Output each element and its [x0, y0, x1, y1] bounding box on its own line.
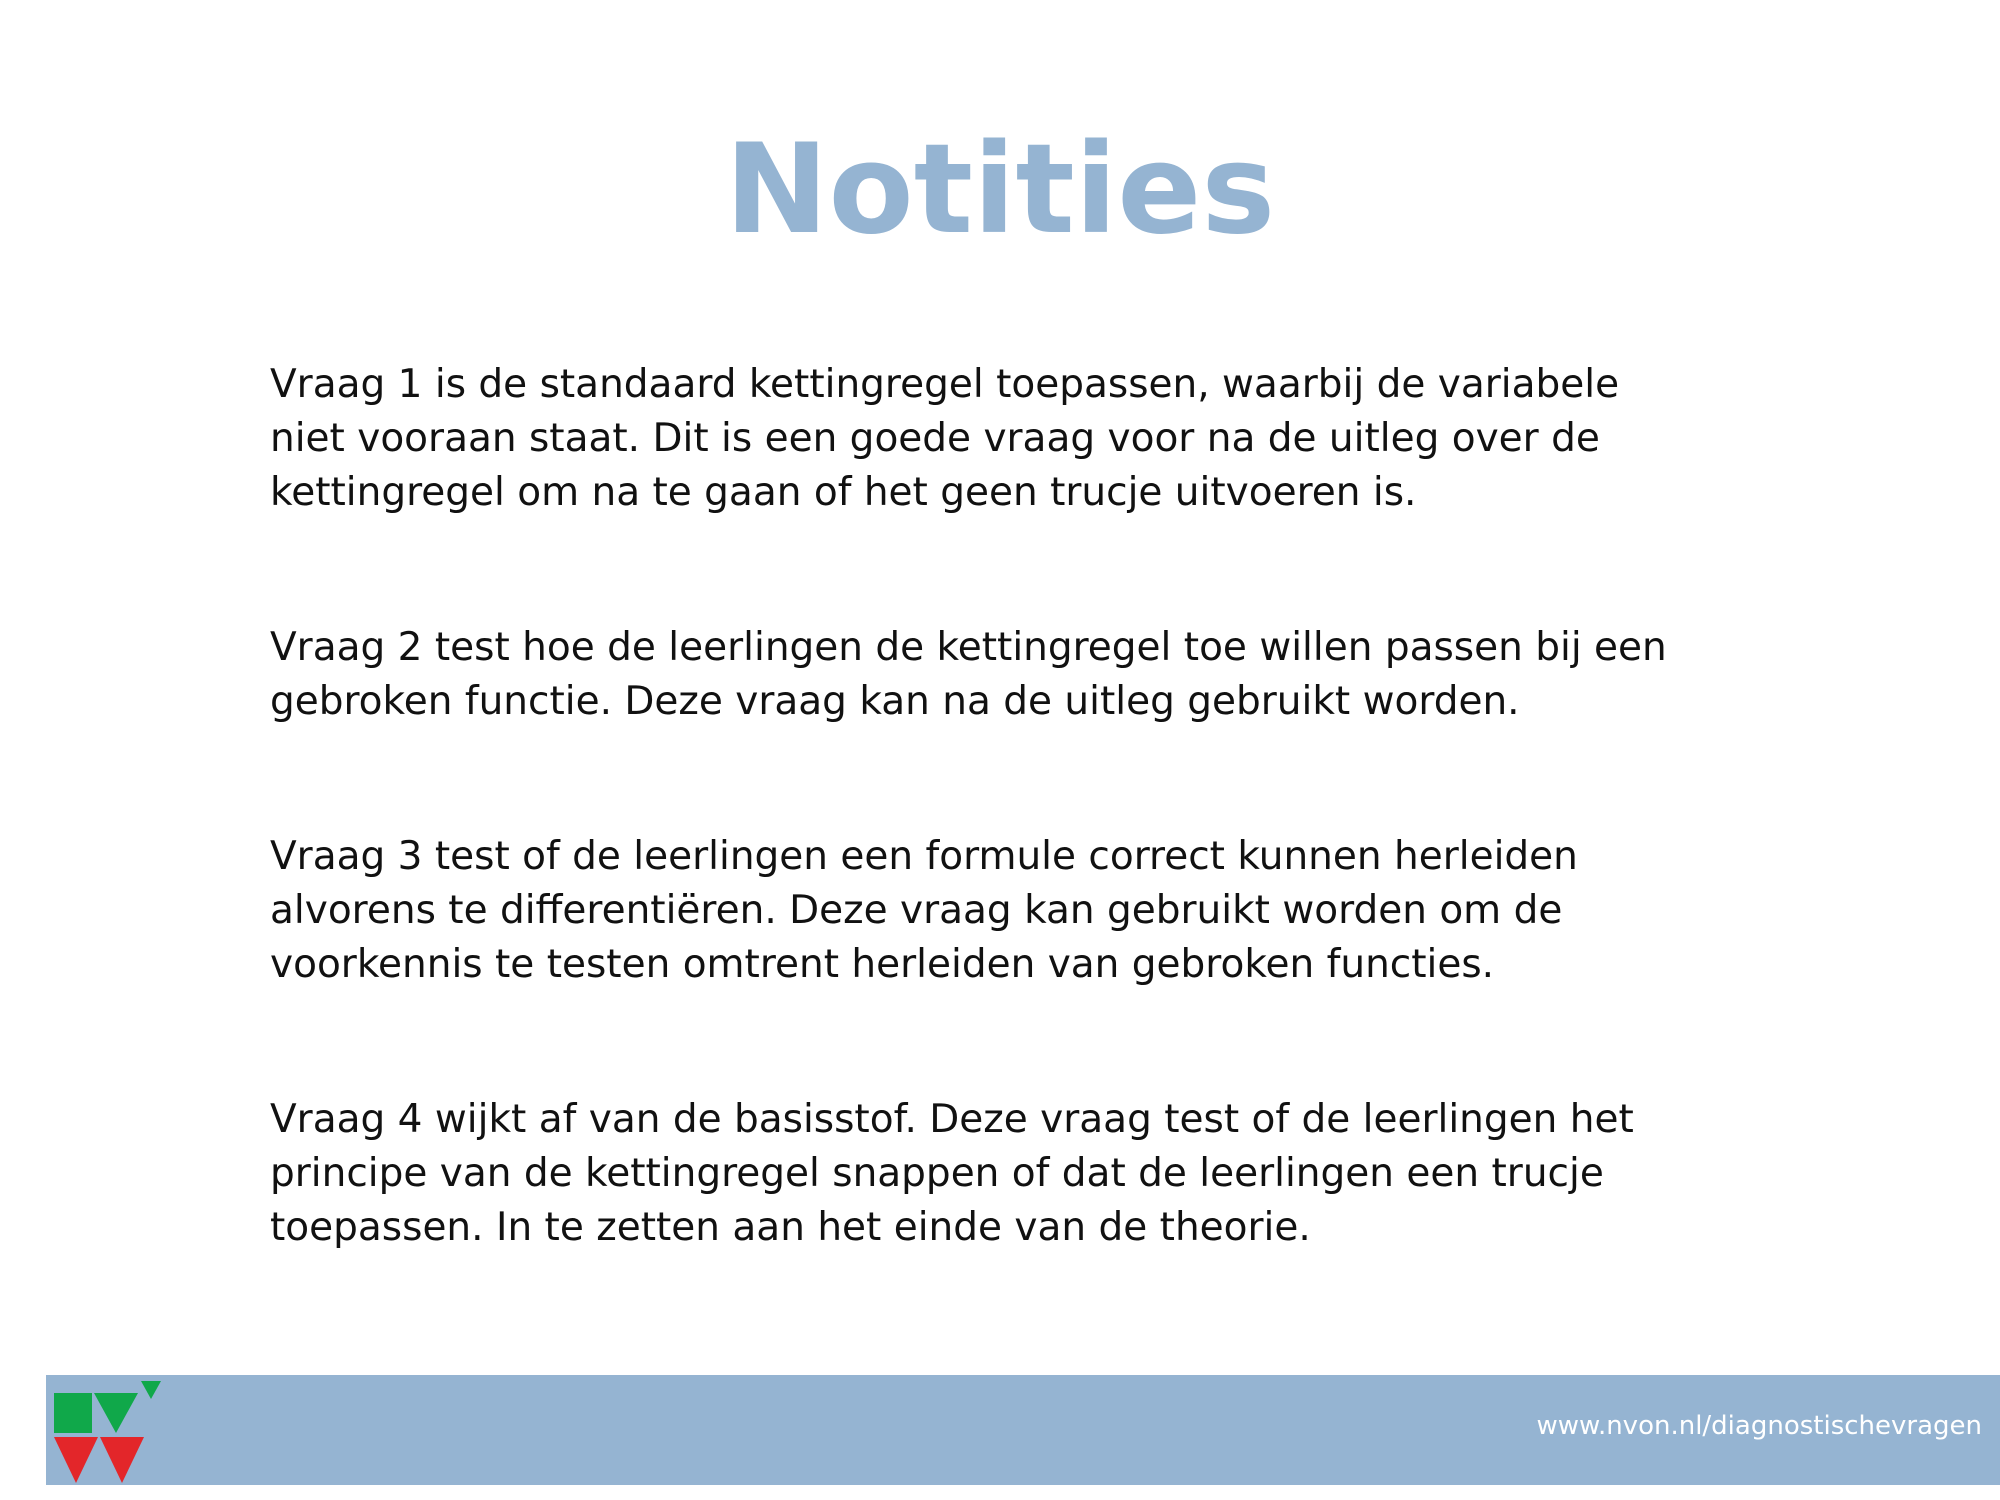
footer-url[interactable]: www.nvon.nl/diagnostischevragen [1536, 1411, 1982, 1441]
note-question-2: Vraag 2 test hoe de leerlingen de kettingregel toe willen passen bij een gebroken functie. Deze vraag kan na de uitleg gebruikt worden. [270, 625, 1667, 724]
logo-small-green-triangle [141, 1381, 161, 1399]
note-question-3: Vraag 3 test of de leerlingen een formule correct kunnen herleiden alvorens te differentiëren. Deze vraag kan gebruikt worden om de voorkennis te testen omtrent herleiden van gebroken functies. [270, 834, 1578, 987]
logo-red-triangle-left [54, 1437, 98, 1483]
slide-title: Notities [724, 118, 1276, 262]
logo-red-triangle-right [100, 1437, 144, 1483]
note-question-4: Vraag 4 wijkt af van de basisstof. Deze vraag test of de leerlingen het principe van de kettingregel snappen of dat de leerlingen een trucje toepassen. In te zetten aan het einde van de theorie. [270, 1097, 1634, 1250]
notes-body [270, 358, 1750, 1255]
footer-bar [46, 1375, 2000, 1485]
note-question-1: Vraag 1 is de standaard kettingregel toepassen, waarbij de variabele niet vooraan staat. Dit is een goede vraag voor na de uitleg over de kettingregel om na te gaan of het geen trucje uitvoeren is. [270, 362, 1620, 515]
logo-green-triangle [94, 1393, 138, 1433]
logo-green-square [54, 1393, 92, 1433]
nvon-logo-icon [54, 1379, 164, 1483]
